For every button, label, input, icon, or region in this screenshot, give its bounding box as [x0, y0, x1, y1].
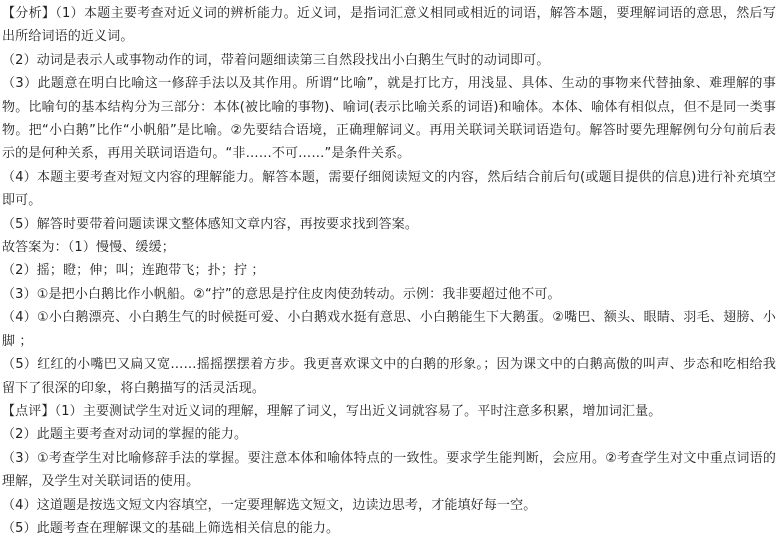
comment-paragraph-5: （5）此题考查在理解课文的基础上筛选相关信息的能力。 [2, 520, 340, 536]
solution-document [2, 2, 776, 540]
analysis-label: 【分析】 [2, 6, 56, 21]
analysis-paragraph-3: （3）此题意在明白比喻这一修辞手法以及其作用。所谓“比喻”，就是打比方，用浅显、具体、生动的事物来代替抽象、难理解的事物。比喻句的基本结构分为三部分：本体(被比喻的事物)、喻词(表示比喻关系的词语)和喻体。本体、喻体有相似点，但不是同一类事物。把“小白鹅”比作“小帆船”是比喻。②先要结合语境，正确理解词义。再用关联词关联词语造句。解答时要先理解例句分句前后表示的是何种关系，再用关联词语造句。“非……不可……”是条件关系。 [2, 76, 776, 162]
comment-label: 【点评】 [2, 403, 55, 419]
answer-line-5: （5）红红的小嘴巴又扁又宽……摇摇摆摆着方步。我更喜欢课文中的白鹅的形象。；因为课文中的白鹅高傲的叫声、步态和吃相给我留下了很深的印象，将白鹅描写的活灵活现。 [2, 357, 776, 396]
analysis-paragraph-1 [2, 2, 776, 49]
analysis-text-1: （1）本题主要考查对近义词的辨析能力。近义词，是指词汇意义相同或相近的词语，解答本题，要理解词语的意思，然后写出所给词语的近义词。 [2, 6, 776, 45]
comment-paragraph-4: （4）这道题是按选文短文内容填空，一定要理解选文短文，边读边思考，才能填好每一空。 [2, 497, 537, 513]
comment-paragraph-2: （2）此题主要考查对动词的掌握的能力。 [2, 427, 248, 443]
answer-line-2: （2）摇；瞪；伸；叫；连跑带飞；扑；拧 ； [2, 263, 265, 279]
answer-line-1: 故答案为：（1）慢慢、缓缓； [2, 240, 175, 256]
comment-text-1: （1）主要测试学生对近义词的理解，理解了词义，写出近义词就容易了。平时注意多积累，增加词汇量。 [54, 403, 662, 419]
analysis-paragraph-5: （5）解答时要带着问题读课文整体感知文章内容，再按要求找到答案。 [2, 216, 419, 232]
comment-paragraph-3: （3）①考查学生对比喻修辞手法的掌握。要注意本体和喻体特点的一致性。要求学生能判断，会应用。②考查学生对文中重点词语的理解，及学生对关联词语的使用。 [2, 450, 776, 490]
comment-paragraph-1 [2, 400, 776, 423]
analysis-paragraph-2: （2）动词是表示人或事物动作的词，带着问题细读第三自然段找出小白鹅生气时的动词即可。 [2, 52, 550, 68]
analysis-paragraph-4: （4）本题主要考查对短文内容的理解能力。解答本题，需要仔细阅读短文的内容，然后结合前后句(或题目提供的信息)进行补充填空即可。 [2, 169, 776, 209]
answer-line-4: （4）①小白鹅漂亮、小白鹅生气的时候挺可爱、小白鹅戏水挺有意思、小白鹅能生下大鹅蛋。②嘴巴、额头、眼睛、羽毛、翅膀、小脚 ； [2, 310, 776, 349]
answer-line-3: （3）①是把小白鹅比作小帆船。②“拧”的意思是拧住皮肉使劲转动。示例：我非要超过他不可。 [2, 286, 561, 302]
